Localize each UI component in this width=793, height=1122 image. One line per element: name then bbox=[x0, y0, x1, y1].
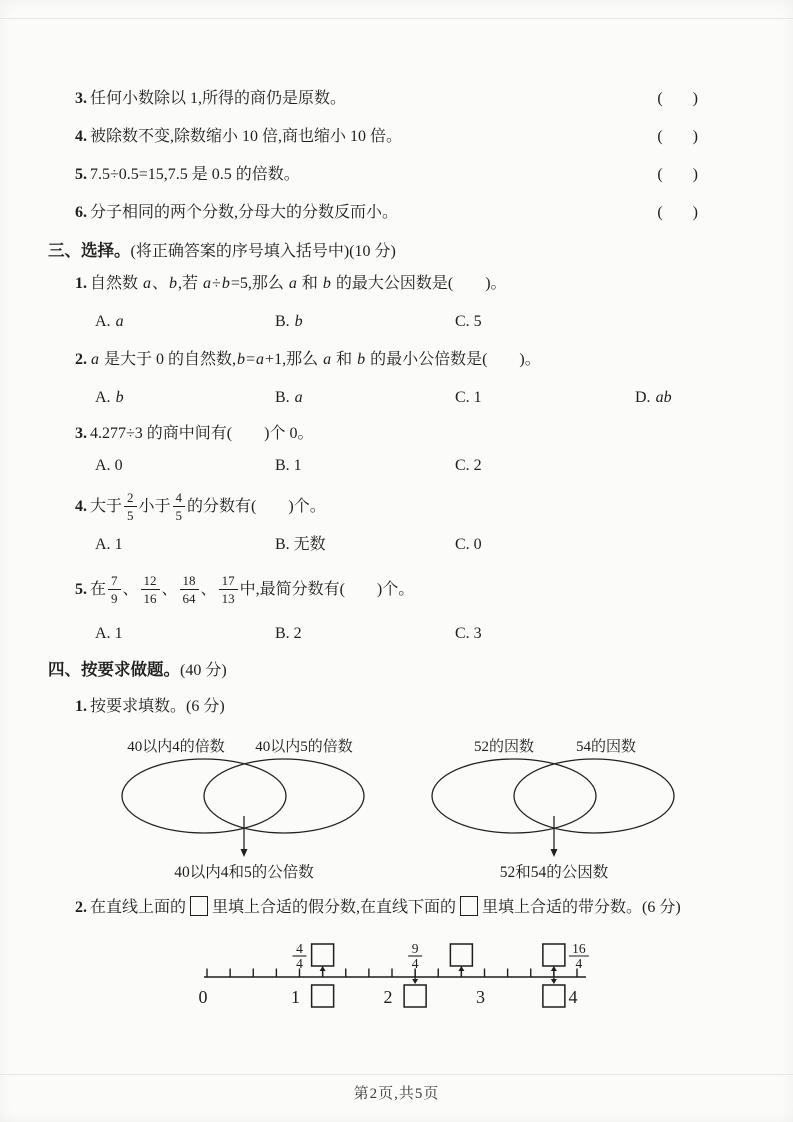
venn-intersection-label: 52和54的公因数 bbox=[499, 864, 609, 881]
text: 里填上合适的假分数,在直线下面的 bbox=[212, 899, 457, 916]
math-variable: a bbox=[323, 351, 332, 368]
section-note: (40 分) bbox=[180, 662, 227, 679]
true-false-section bbox=[0, 88, 793, 224]
stem-text bbox=[90, 573, 415, 606]
option-value bbox=[294, 536, 326, 553]
venn-right-ellipse bbox=[204, 759, 364, 833]
math-variable: a bbox=[143, 275, 152, 292]
answer-box-below bbox=[404, 985, 426, 1007]
tasks-section bbox=[0, 659, 793, 1022]
text: 、 bbox=[161, 581, 178, 598]
text: 3 bbox=[473, 625, 482, 642]
venn-diagrams bbox=[0, 738, 793, 884]
math-variable: a bbox=[115, 313, 124, 330]
choice-option bbox=[275, 455, 455, 477]
text: 2 bbox=[473, 457, 482, 474]
choice-question-stem bbox=[0, 273, 793, 295]
math-variable: b bbox=[237, 351, 246, 368]
option-label: A. bbox=[95, 389, 111, 406]
math-variable: b bbox=[294, 313, 303, 330]
true-false-item bbox=[0, 202, 793, 224]
question-number: 3. bbox=[75, 425, 87, 442]
choice-option bbox=[95, 311, 275, 333]
fraction-denominator: 16 bbox=[143, 591, 157, 606]
choice-option bbox=[635, 387, 673, 409]
choice-option bbox=[455, 387, 635, 409]
stem-text bbox=[90, 275, 507, 292]
option-label: B. bbox=[275, 625, 290, 642]
answer-box-above bbox=[543, 944, 565, 966]
math-variable: b bbox=[169, 275, 178, 292]
venn-circles bbox=[104, 756, 384, 860]
choice-question-stem bbox=[0, 349, 793, 371]
option-value bbox=[115, 625, 123, 642]
fraction-numerator: 16 bbox=[572, 941, 586, 956]
fraction-numerator: 7 bbox=[108, 574, 121, 590]
option-label: D. bbox=[635, 389, 651, 406]
choice-question-stem bbox=[0, 423, 793, 445]
option-value bbox=[115, 457, 123, 474]
stem-text bbox=[90, 351, 541, 368]
text: 、 bbox=[200, 581, 217, 598]
stem-text bbox=[90, 490, 326, 523]
fraction-numerator: 17 bbox=[219, 574, 238, 590]
option-label: A. bbox=[95, 313, 111, 330]
section-header bbox=[0, 659, 793, 682]
venn-right-set-label: 54的因数 bbox=[575, 739, 637, 755]
fraction-denominator: 4 bbox=[411, 956, 419, 971]
arrow-down-icon bbox=[551, 979, 557, 984]
math-variable: b bbox=[221, 275, 230, 292]
choice-option bbox=[275, 534, 455, 556]
choice-option bbox=[455, 455, 482, 477]
fraction-numerator: 12 bbox=[141, 574, 160, 590]
venn-multiples bbox=[104, 738, 384, 884]
option-label: C. bbox=[455, 313, 470, 330]
stem-text bbox=[90, 425, 313, 442]
option-value bbox=[115, 389, 125, 406]
venn-factors bbox=[414, 738, 694, 884]
answer-brackets: ( ) bbox=[657, 90, 698, 107]
option-label: B. bbox=[275, 389, 290, 406]
item-number: 5. bbox=[75, 166, 87, 183]
answer-box-above bbox=[450, 944, 472, 966]
choice-option bbox=[95, 534, 275, 556]
venn-intersection-label: 40以内4和5的公倍数 bbox=[174, 864, 314, 881]
item-number: 3. bbox=[75, 90, 87, 107]
option-value bbox=[115, 313, 125, 330]
page-top-divider bbox=[0, 18, 793, 19]
section-title: 三、选择。 bbox=[48, 241, 131, 260]
text: =5,那么 bbox=[230, 275, 288, 292]
text: (6 分) bbox=[642, 899, 681, 916]
fraction-numerator: 18 bbox=[180, 574, 199, 590]
option-label: A. bbox=[95, 457, 111, 474]
choice-option bbox=[95, 623, 275, 645]
math-variable: a bbox=[91, 351, 99, 368]
option-value bbox=[294, 457, 302, 474]
text: 1 bbox=[114, 536, 123, 553]
choice-option bbox=[455, 311, 482, 333]
math-variable: a bbox=[294, 389, 303, 406]
option-label: B. bbox=[275, 536, 290, 553]
arrow-down-icon bbox=[551, 849, 558, 857]
blank-box bbox=[190, 896, 208, 916]
blank-box bbox=[460, 896, 478, 916]
section-title: 四、按要求做题。 bbox=[48, 660, 180, 679]
text: 中,最简分数有( )个。 bbox=[239, 581, 415, 598]
option-value bbox=[474, 457, 482, 474]
section-header bbox=[0, 240, 793, 263]
choice-option bbox=[455, 623, 482, 645]
option-label: C. bbox=[455, 536, 470, 553]
text: ,若 bbox=[178, 275, 203, 292]
item-text: 5. 7.5÷0.5=15,7.5 是 0.5 的倍数。 bbox=[75, 166, 300, 183]
text: 和 bbox=[297, 275, 322, 292]
choice-options-row bbox=[0, 387, 793, 409]
venn-left-set-label: 52的因数 bbox=[473, 739, 535, 755]
section-note: (将正确答案的序号填入括号中)(10 分) bbox=[130, 243, 396, 260]
text: 、 bbox=[122, 581, 139, 598]
fraction-numerator: 2 bbox=[124, 491, 137, 507]
page-footer: 第2页,共5页 bbox=[353, 1086, 440, 1102]
text: ÷ bbox=[212, 275, 221, 292]
text: 1 bbox=[293, 457, 302, 474]
task-question bbox=[0, 896, 793, 919]
multiple-choice-section bbox=[0, 240, 793, 645]
text: 自然数 bbox=[90, 275, 143, 292]
fraction-denominator: 13 bbox=[221, 591, 235, 606]
question-number: 1. bbox=[75, 698, 87, 715]
option-value bbox=[474, 313, 482, 330]
math-variable: a bbox=[288, 275, 297, 292]
true-false-item bbox=[0, 126, 793, 148]
text: 5 bbox=[473, 313, 482, 330]
task-question: 1. 按要求填数。(6 分) bbox=[75, 698, 225, 715]
fraction-denominator: 64 bbox=[182, 591, 196, 606]
option-label: A. bbox=[95, 536, 111, 553]
number-line-figure bbox=[0, 933, 793, 1017]
venn-left-set-label: 40以内4的倍数 bbox=[127, 739, 225, 755]
arrow-down-icon bbox=[412, 979, 418, 984]
text: 是大于 0 的自然数, bbox=[100, 351, 237, 368]
axis-label: 0 bbox=[198, 987, 208, 1007]
question-number: 2. bbox=[75, 351, 87, 368]
choice-option bbox=[95, 387, 275, 409]
question-number: 2. bbox=[75, 899, 87, 916]
choice-option bbox=[275, 311, 455, 333]
fraction-numerator: 4 bbox=[173, 491, 186, 507]
option-value bbox=[294, 389, 304, 406]
option-label: C. bbox=[455, 389, 470, 406]
choice-option bbox=[275, 387, 455, 409]
text: 和 bbox=[332, 351, 357, 368]
answer-box-below bbox=[543, 985, 565, 1007]
text: 2 bbox=[293, 625, 302, 642]
text: 的最小公倍数是( )。 bbox=[366, 351, 541, 368]
text: 在直线上面的 bbox=[90, 899, 187, 916]
text: 4.277÷3 的商中间有( )个 0。 bbox=[90, 425, 314, 442]
answer-box-below bbox=[312, 985, 334, 1007]
true-false-item bbox=[0, 88, 793, 110]
true-false-item bbox=[0, 164, 793, 186]
question-number: 1. bbox=[75, 275, 87, 292]
fraction-denominator: 4 bbox=[296, 956, 303, 971]
answer-brackets: ( ) bbox=[657, 166, 698, 183]
stem-text bbox=[90, 899, 681, 916]
item-number: 4. bbox=[75, 128, 87, 145]
choice-question-stem bbox=[0, 491, 793, 522]
option-value bbox=[294, 625, 302, 642]
number-line bbox=[0, 933, 793, 1022]
question-number: 4. bbox=[75, 498, 87, 515]
choice-options-row bbox=[0, 455, 793, 477]
question-number: 5. bbox=[75, 581, 87, 598]
option-value bbox=[115, 536, 123, 553]
axis-label: 4 bbox=[568, 987, 578, 1007]
math-variable: a bbox=[256, 351, 265, 368]
option-value bbox=[474, 389, 482, 406]
fraction bbox=[108, 574, 121, 605]
fraction bbox=[219, 574, 238, 605]
math-variable: b bbox=[357, 351, 366, 368]
text: 0 bbox=[473, 536, 482, 553]
fraction-denominator: 5 bbox=[175, 508, 183, 523]
item-text: 3. 任何小数除以 1,所得的商仍是原数。 bbox=[75, 90, 347, 107]
fraction-denominator: 5 bbox=[127, 508, 134, 523]
option-label: B. bbox=[275, 457, 290, 474]
choice-options-row bbox=[0, 534, 793, 556]
option-label: B. bbox=[275, 313, 290, 330]
arrow-down-icon bbox=[241, 849, 248, 857]
choice-option bbox=[455, 534, 482, 556]
points-note: (6 分) bbox=[186, 698, 225, 715]
venn-right-ellipse bbox=[514, 759, 674, 833]
text: 0 bbox=[114, 457, 123, 474]
axis-label: 3 bbox=[476, 987, 485, 1007]
text: 大于 bbox=[90, 498, 123, 515]
option-label: C. bbox=[455, 625, 470, 642]
text: 的最大公因数是( )。 bbox=[331, 275, 507, 292]
choice-options-row bbox=[0, 623, 793, 645]
text: 在 bbox=[90, 581, 107, 598]
fraction-denominator: 4 bbox=[575, 956, 583, 971]
fraction bbox=[173, 491, 186, 522]
choice-options-row bbox=[0, 311, 793, 333]
option-label: C. bbox=[455, 457, 470, 474]
text: +1,那么 bbox=[265, 351, 323, 368]
fraction-denominator: 9 bbox=[111, 591, 118, 606]
item-text: 4. 被除数不变,除数缩小 10 倍,商也缩小 10 倍。 bbox=[75, 128, 403, 145]
answer-brackets: ( ) bbox=[657, 204, 698, 221]
choice-option bbox=[275, 623, 455, 645]
choice-question-stem bbox=[0, 574, 793, 605]
option-label: A. bbox=[95, 625, 111, 642]
option-value bbox=[474, 536, 482, 553]
axis-label: 2 bbox=[383, 987, 393, 1007]
math-variable: b bbox=[115, 389, 124, 406]
footer-divider bbox=[0, 1074, 793, 1075]
venn-right-set-label: 40以内5的倍数 bbox=[255, 739, 353, 755]
math-variable: b bbox=[322, 275, 331, 292]
text: = bbox=[246, 351, 256, 368]
text: 无数 bbox=[293, 536, 326, 553]
text: 、 bbox=[152, 275, 169, 292]
math-variable: a bbox=[203, 275, 212, 292]
fraction bbox=[180, 574, 199, 605]
answer-brackets: ( ) bbox=[657, 128, 698, 145]
item-number: 6. bbox=[75, 204, 87, 221]
text: 小于 bbox=[138, 498, 171, 515]
math-variable: ab bbox=[655, 389, 672, 406]
answer-box-above bbox=[312, 944, 334, 966]
venn-circles bbox=[414, 756, 694, 860]
fraction bbox=[141, 574, 160, 605]
text: 1 bbox=[473, 389, 482, 406]
option-value bbox=[294, 313, 304, 330]
choice-option bbox=[95, 455, 275, 477]
item-text: 6. 分子相同的两个分数,分母大的分数反而小。 bbox=[75, 204, 399, 221]
option-value bbox=[474, 625, 482, 642]
fraction-numerator: 4 bbox=[296, 941, 303, 956]
fraction bbox=[124, 491, 137, 522]
text: 1 bbox=[114, 625, 123, 642]
text: 的分数有( )个。 bbox=[187, 498, 326, 515]
fraction-numerator: 9 bbox=[411, 941, 419, 956]
text: 里填上合适的带分数。 bbox=[482, 899, 643, 916]
option-value bbox=[655, 389, 673, 406]
axis-label: 1 bbox=[291, 987, 300, 1007]
